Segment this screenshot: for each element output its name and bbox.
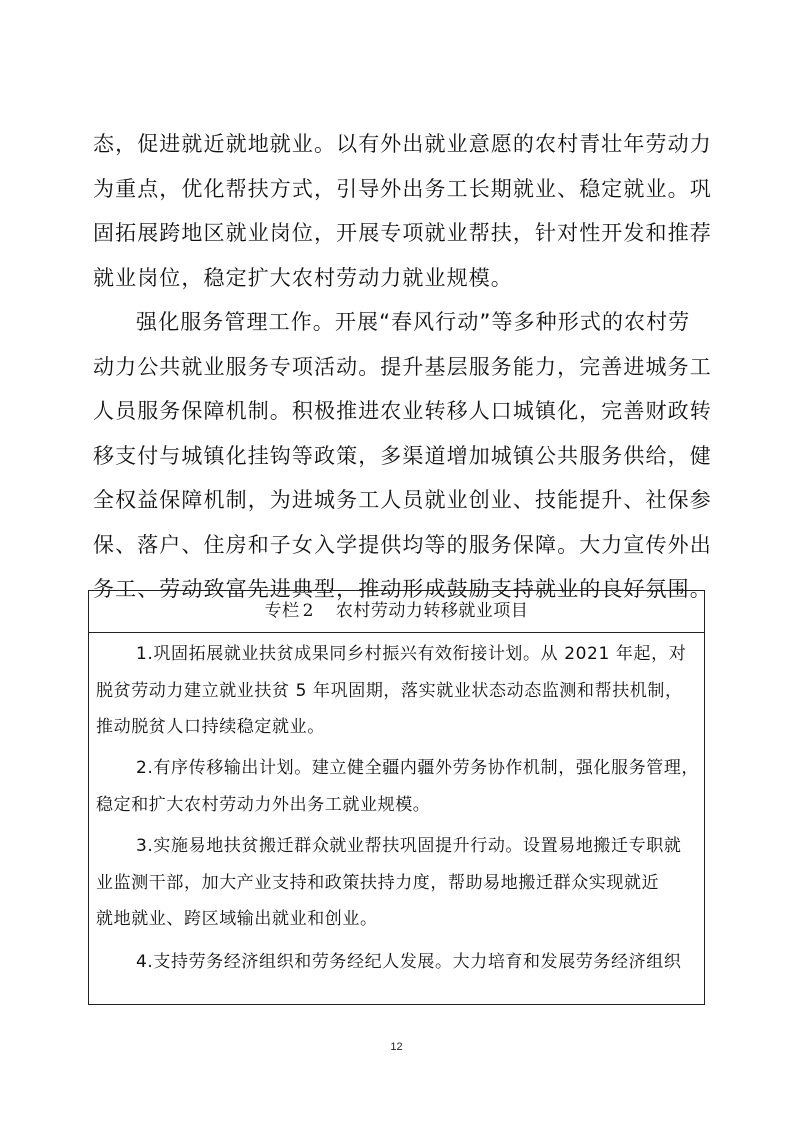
- body-paragraph-2: [93, 300, 713, 612]
- text-line: 保、落户、住房和子女入学提供均等的服务保障。大力宣传外出: [93, 532, 712, 557]
- project-box: [88, 590, 705, 1005]
- text-line: 为重点，优化帮扶方式，引导外出务工长期就业、稳定就业。巩: [93, 176, 712, 201]
- text-line: 稳定和扩大农村劳动力外出务工就业规模。: [96, 794, 431, 815]
- text-line: 2.有序传移输出计划。建立健全疆内疆外劳务协作机制，强化服务管理，: [136, 758, 700, 778]
- text-line: 务工、劳动致富先进典型，推动形成鼓励支持就业的良好氛围。: [93, 577, 712, 601]
- box-item-3: [96, 828, 700, 938]
- text-line: 态，促进就近就地就业。以有外出就业意愿的农村青壮年劳动力: [93, 132, 712, 156]
- box-item-2: [96, 750, 700, 823]
- text-line: 推动脱贫人口持续稳定就业。: [96, 717, 325, 737]
- text-line: 全权益保障机制，为进城务工人员就业创业、技能提升、社保参: [93, 488, 712, 512]
- text-line: 动力公共就业服务专项活动。提升基层服务能力，完善进城务工: [93, 354, 712, 379]
- page-number: 12: [390, 1041, 403, 1053]
- box-label: 专栏: [264, 601, 300, 621]
- box-title-row: [89, 591, 704, 633]
- box-number: 2: [302, 601, 314, 621]
- body-paragraph-1: [93, 122, 713, 300]
- box-item-4: [96, 944, 700, 981]
- text-line: 4.支持劳务经济组织和劳务经纪人发展。大力培育和发展劳务经济组织: [136, 952, 682, 972]
- text-line: 强化服务管理工作。开展“春风行动”等多种形式的农村劳: [136, 310, 691, 334]
- text-line: 就地就业、跨区域输出就业和创业。: [96, 909, 378, 929]
- text-line: 移支付与城镇化挂钩等政策，多渠道增加城镇公共服务供给，健: [93, 443, 712, 468]
- box-title: 农村劳动力转移就业项目: [335, 601, 529, 621]
- text-line: 业监测干部，加大产业支持和政策扶持力度，帮助易地搬迁群众实现就近: [96, 872, 660, 893]
- text-line: 人员服务保障机制。积极推进农业转移人口城镇化，完善财政转: [93, 399, 712, 423]
- text-line: 脱贫劳动力建立就业扶贫 5 年巩固期，落实就业状态动态监测和帮扶机制，: [96, 680, 683, 701]
- text-line: 1.巩固拓展就业扶贫成果同乡村振兴有效衔接计划。从 2021 年起，对: [136, 644, 687, 664]
- text-line: 3.实施易地扶贫搬迁群众就业帮扶巩固提升行动。设置易地搬迁专职就: [136, 836, 682, 856]
- text-line: 就业岗位，稳定扩大农村劳动力就业规模。: [93, 265, 513, 290]
- box-item-1: [96, 636, 700, 746]
- text-line: 固拓展跨地区就业岗位，开展专项就业帮扶，针对性开发和推荐: [93, 221, 712, 245]
